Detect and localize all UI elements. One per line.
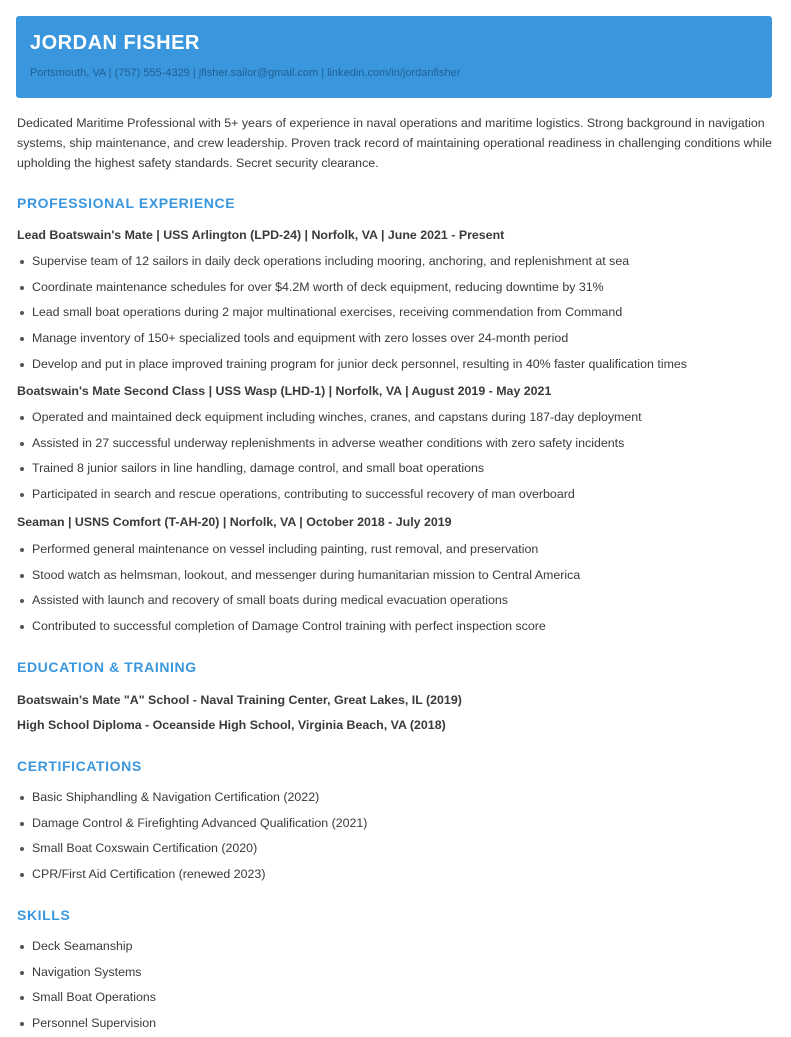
list-item: Operated and maintained deck equipment including winches, cranes, and capstans during 187-day deployment bbox=[17, 405, 775, 431]
list-item: Supervise team of 12 sailors in daily deck operations including mooring, anchoring, and replenishment at sea bbox=[17, 249, 775, 275]
list-item: Lead small boat operations during 2 major multinational exercises, receiving commendation from Command bbox=[17, 300, 775, 326]
list-item: Contributed to successful completion of Damage Control training with perfect inspection score bbox=[17, 614, 775, 640]
list-item: Performed general maintenance on vessel including painting, rust removal, and preservation bbox=[17, 537, 775, 563]
list-item: Assisted with launch and recovery of small boats during medical evacuation operations bbox=[17, 588, 775, 614]
list-item: Trained 8 junior sailors in line handling, damage control, and small boat operations bbox=[17, 456, 775, 482]
list-item: Basic Shiphandling & Navigation Certification (2022) bbox=[17, 785, 775, 811]
certification-list bbox=[17, 785, 775, 888]
skills-list bbox=[17, 934, 775, 1037]
list-item: Manage inventory of 150+ specialized tools and equipment with zero losses over 24-month period bbox=[17, 326, 775, 352]
resume-header bbox=[16, 16, 772, 98]
list-item: Coordinate maintenance schedules for over $4.2M worth of deck equipment, reducing downtime by 31% bbox=[17, 275, 775, 301]
list-item: Personnel Supervision bbox=[17, 1011, 775, 1037]
list-item: CPR/First Aid Certification (renewed 2023) bbox=[17, 862, 775, 888]
skills-section-title: SKILLS bbox=[17, 907, 71, 923]
list-item: Damage Control & Firefighting Advanced Qualification (2021) bbox=[17, 811, 775, 837]
list-item: Stood watch as helmsman, lookout, and messenger during humanitarian mission to Central America bbox=[17, 563, 775, 589]
certifications-section-title: CERTIFICATIONS bbox=[17, 758, 142, 774]
education-item: Boatswain's Mate "A" School - Naval Training Center, Great Lakes, IL (2019) bbox=[17, 693, 462, 707]
professional-summary: Dedicated Maritime Professional with 5+ years of experience in naval operations and maritime logistics. Strong background in navigation systems, ship maintenance, and crew leadership. Proven track record of maintaining operational readiness in challenging conditions while upholding the highest safety standards. Secret security clearance. bbox=[17, 116, 772, 170]
candidate-name: JORDAN FISHER bbox=[30, 32, 200, 54]
job-heading: Boatswain's Mate Second Class | USS Wasp (LHD-1) | Norfolk, VA | August 2019 - May 2021 bbox=[17, 384, 552, 398]
job-bullets bbox=[17, 249, 775, 378]
list-item: Participated in search and rescue operations, contributing to successful recovery of man overboard bbox=[17, 482, 775, 508]
list-item: Develop and put in place improved training program for junior deck personnel, resulting in 40% faster qualification times bbox=[17, 352, 775, 378]
experience-section-title: PROFESSIONAL EXPERIENCE bbox=[17, 195, 236, 211]
job-bullets bbox=[17, 405, 775, 508]
list-item: Small Boat Coxswain Certification (2020) bbox=[17, 836, 775, 862]
list-item: Navigation Systems bbox=[17, 960, 775, 986]
job-bullets bbox=[17, 537, 775, 640]
list-item: Assisted in 27 successful underway replenishments in adverse weather conditions with zero safety incidents bbox=[17, 431, 775, 457]
list-item: Small Boat Operations bbox=[17, 985, 775, 1011]
job-heading: Lead Boatswain's Mate | USS Arlington (LPD-24) | Norfolk, VA | June 2021 - Present bbox=[17, 228, 505, 242]
job-heading: Seaman | USNS Comfort (T-AH-20) | Norfolk, VA | October 2018 - July 2019 bbox=[17, 515, 452, 529]
contact-info: Portsmouth, VA | (757) 555-4329 | jfisher.sailor@gmail.com | linkedin.com/in/jordanfisher bbox=[30, 67, 461, 79]
list-item: Deck Seamanship bbox=[17, 934, 775, 960]
education-section-title: EDUCATION & TRAINING bbox=[17, 659, 197, 675]
education-item: High School Diploma - Oceanside High School, Virginia Beach, VA (2018) bbox=[17, 718, 446, 732]
